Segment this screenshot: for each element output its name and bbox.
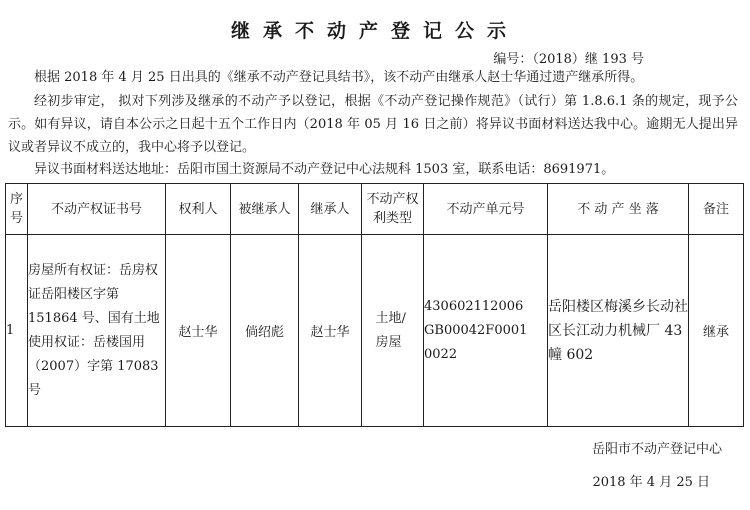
cell-remark: 继承 — [689, 235, 744, 427]
cell-unit-number — [424, 235, 548, 427]
cell-seq: 1 — [6, 235, 28, 427]
unit-number-text: 430602112006GB00042F00010022 — [424, 298, 528, 362]
issue-date: 2018 年 4 月 25 日 — [592, 475, 710, 490]
table-row — [6, 235, 744, 427]
header-deceased: 被继承人 — [231, 184, 299, 235]
paragraph-basis: 根据 2018 年 4 月 25 日出具的《继承不动产登记具结书》，该不动产由继承人赵士华通过遗产继承所得。 — [34, 70, 644, 85]
cell-heir: 赵士华 — [299, 235, 362, 427]
issuer-signature: 岳阳市不动产登记中心 — [591, 442, 722, 457]
header-seq: 序号 — [6, 184, 28, 235]
table-header-row — [6, 184, 744, 235]
notice-title: 继承不动产登记公示 — [230, 20, 519, 42]
header-owner: 权利人 — [166, 184, 231, 235]
registration-table — [5, 183, 744, 427]
header-location: 不 动 产 坐 落 — [548, 184, 689, 235]
cell-deceased: 倘绍彪 — [231, 235, 299, 427]
header-unit-number: 不动产单元号 — [424, 184, 548, 235]
cell-right-type — [362, 235, 424, 427]
paragraph-objection-address: 异议书面材料送达地址：岳阳市国土资源局不动产登记中心法规科 1503 室，联系电话：8691971。 — [34, 162, 615, 177]
cell-cert-number: 房屋所有权证：岳房权证岳阳楼区字第 151864 号、国有土地使用权证：岳楼国用（2007）字第 17083 号 — [28, 235, 166, 427]
cell-owner: 赵士华 — [166, 235, 231, 427]
header-right-type: 不动产权利类型 — [362, 184, 424, 235]
right-type-text: 土地/房屋 — [375, 310, 406, 350]
header-heir: 继承人 — [299, 184, 362, 235]
paragraph-review: 经初步审定， 拟对下列涉及继承的不动产予以登记，根据《不动产登记操作规范》（试行）第 1.8.6.1 条的规定，现予公示。如有异议，请自本公示之日起十五个工作日内（2018 年 05 月 16 日之前）将异议书面材料送达我中心。逾期无人提出异议或者异议不成立的，我中心将予以登记。 — [8, 94, 738, 155]
header-cert-number: 不动产权证书号 — [28, 184, 166, 235]
document-number: 编号：（2018）继 193 号 — [493, 52, 644, 67]
cell-location: 岳阳楼区梅溪乡长动社区长江动力机械厂 43 幢 602 — [548, 235, 689, 427]
header-remark: 备注 — [689, 184, 744, 235]
